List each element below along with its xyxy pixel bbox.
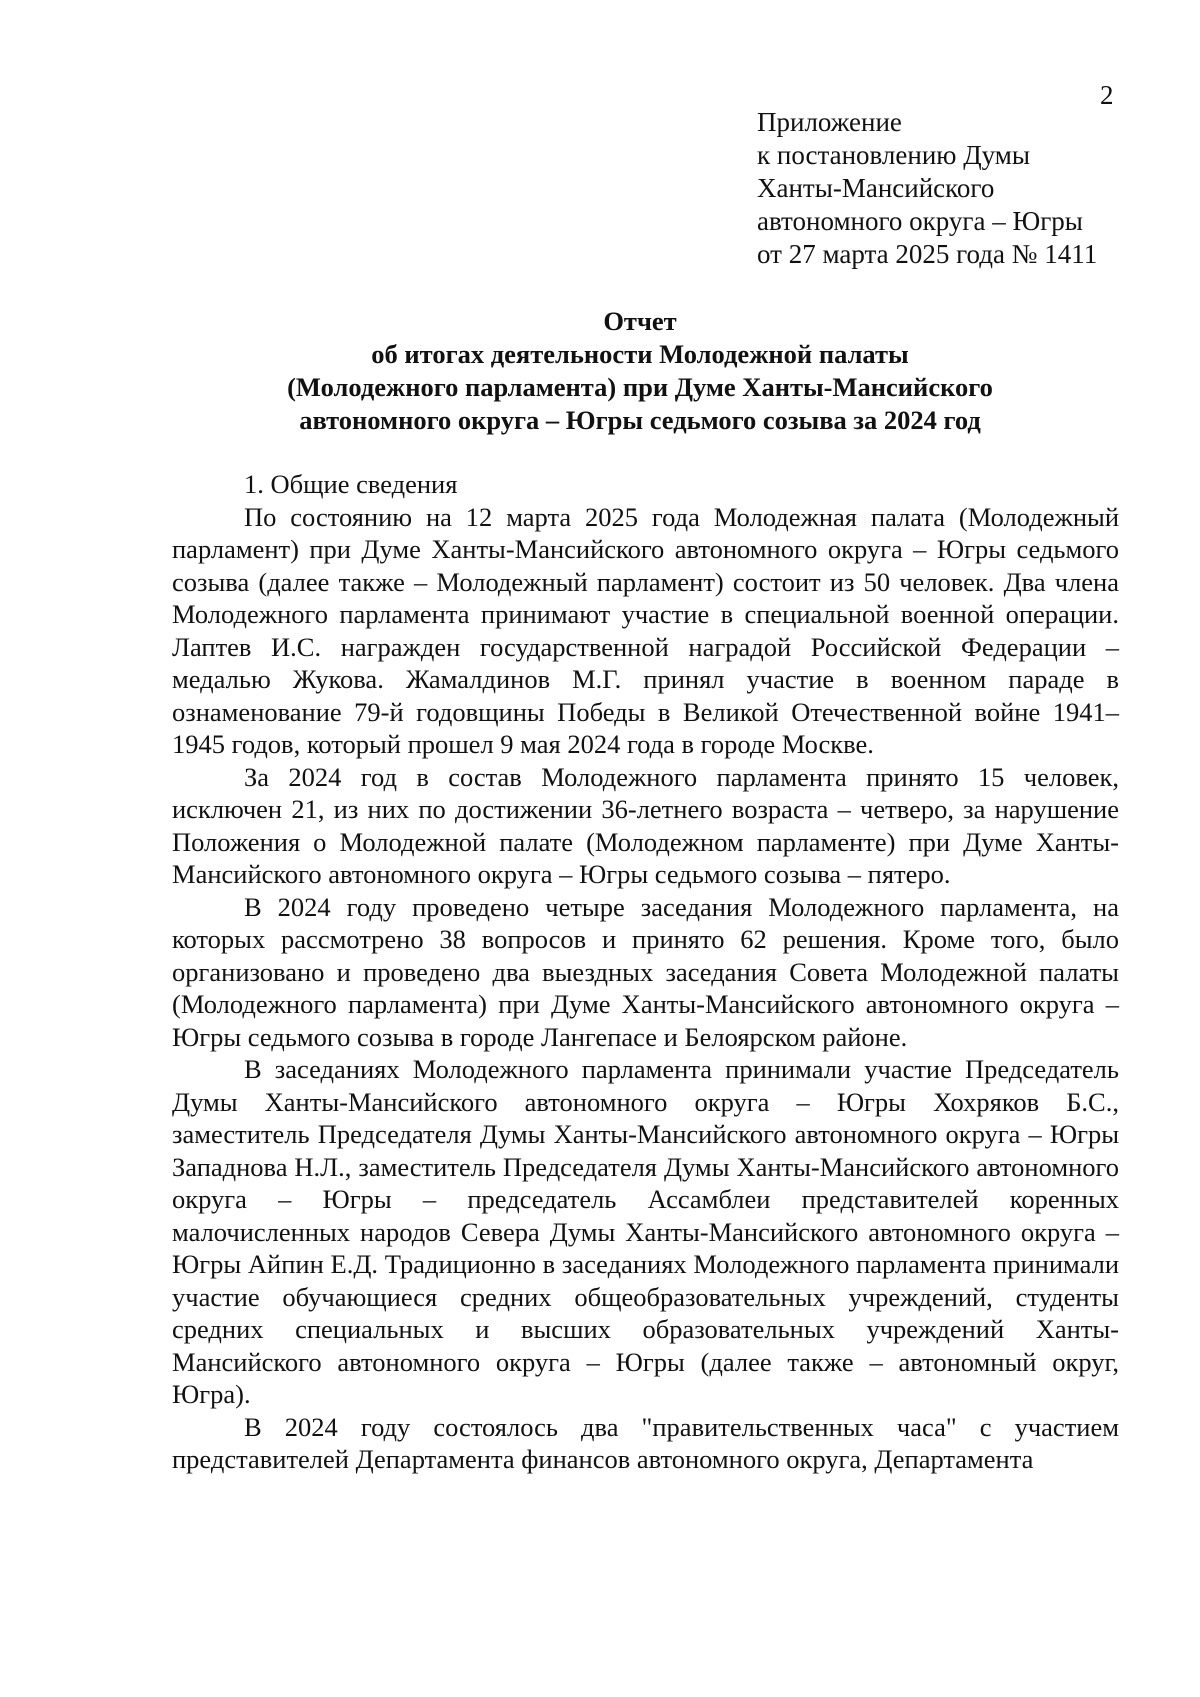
document-body [172, 468, 1119, 1476]
appendix-line: к постановлению Думы [757, 140, 1030, 170]
paragraph: В 2024 году состоялось два "правительственных часа" с участием представителей Департамента финансов автономного округа, Департамента [172, 1411, 1119, 1474]
title-line: (Молодежного парламента) при Думе Ханты-Мансийского [287, 372, 993, 402]
paragraph: За 2024 год в состав Молодежного парламента принято 15 человек, исключен 21, из них по достижении 36-летнего возраста – четверо, за нарушение Положения о Молодежной палате (Молодежном парламенте) при Думе Ханты-Мансийского автономного округа – Югры седьмого созыва – пятеро. [172, 761, 1119, 889]
page-number: 2 [1100, 80, 1114, 110]
title-line: Отчет [603, 306, 677, 336]
paragraph: В 2024 году проведено четыре заседания Молодежного парламента, на которых рассмотрено 38 вопросов и принято 62 решения. Кроме того, было организовано и проведено два выездных заседания Совета Молодежной палаты (Молодежного парламента) при Думе Ханты-Мансийского автономного округа – Югры седьмого созыва в городе Лангепасе и Белоярском районе. [172, 891, 1119, 1052]
appendix-line: от 27 марта 2025 года № 1411 [757, 239, 1098, 269]
section-heading: 1. Общие сведения [244, 469, 458, 499]
appendix-block [757, 106, 1157, 271]
appendix-line: автономного округа – Югры [757, 206, 1083, 236]
title-line: об итогах деятельности Молодежной палаты [371, 339, 909, 369]
paragraph: По состоянию на 12 марта 2025 года Молодежная палата (Молодежный парламент) при Думе Ханты-Мансийского автономного округа – Югры седьмого созыва (далее также – Молодежный парламент) состоит из 50 человек. Два члена Молодежного парламента принимают участие в специальной военной операции. Лаптев И.С. награжден государственной наградой Российской Федерации – медалью Жукова. Жамалдинов М.Г. принял участие в военном параде в ознаменование 79-й годовщины Победы в Великой Отечественной войне 1941–1945 годов, который прошел 9 мая 2024 года в городе Москве. [172, 501, 1119, 759]
title-line: автономного округа – Югры седьмого созыва за 2024 год [299, 405, 981, 435]
appendix-line: Ханты-Мансийского [757, 173, 995, 203]
appendix-line: Приложение [757, 107, 902, 137]
paragraph: В заседаниях Молодежного парламента принимали участие Председатель Думы Ханты-Мансийского автономного округа – Югры Хохряков Б.С., заместитель Председателя Думы Ханты-Мансийского автономного округа – Югры Западнова Н.Л., заместитель Председателя Думы Ханты-Мансийского автономного округа – Югры – председатель Ассамблеи представителей коренных малочисленных народов Севера Думы Ханты-Мансийского автономного округа – Югры Айпин Е.Д. Традиционно в заседаниях Молодежного парламента принимали участие обучающиеся средних общеобразовательных учреждений, студенты средних специальных и высших образовательных учреждений Ханты-Мансийского автономного округа – Югры (далее также – автономный округ, Югра). [172, 1054, 1119, 1409]
document-title [160, 305, 1120, 437]
